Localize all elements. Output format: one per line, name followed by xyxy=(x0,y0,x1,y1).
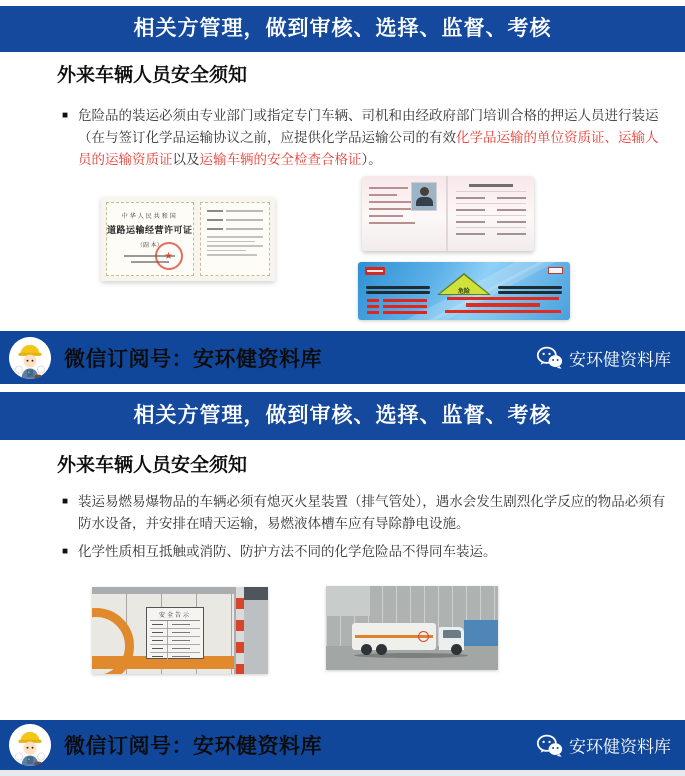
photo-shoulders xyxy=(416,197,433,206)
bullet-square-icon: ■ xyxy=(62,546,69,557)
truck-round-logo xyxy=(418,631,429,642)
booklet-text-bar xyxy=(369,208,412,210)
bullet-text-black-1: 危险品的装运必须由专业部门或指定专门车辆、司机和由经政府部门培训合格的押运人员进行装运（在与签订化学品运输协议之前，应提供化学品运输公司的有效 xyxy=(78,108,659,145)
truck-cab-window xyxy=(443,630,461,638)
slide2-section-title: 外来车辆人员安全须知 xyxy=(57,455,248,476)
booklet-text-bar xyxy=(369,194,397,196)
slide1-header-bar xyxy=(0,6,685,52)
booklet-grid-row xyxy=(456,203,526,211)
booklet-grid-row xyxy=(456,191,526,199)
permit-country-text: 中华人民共和国 xyxy=(121,214,178,220)
booklet-left-page xyxy=(362,176,448,251)
truck-wheel xyxy=(361,644,372,655)
truck-shadow xyxy=(354,653,468,658)
wechat-subscription-label: 微信订阅号：安环健资料库 xyxy=(64,347,322,371)
banner-spec-text-block xyxy=(367,296,427,314)
wechat-icon xyxy=(536,346,563,370)
sky-patch xyxy=(326,586,370,616)
bullet-square-icon: ■ xyxy=(62,110,69,121)
bullet-text-black-3: ）。 xyxy=(361,152,382,167)
truck-wheel xyxy=(376,644,387,655)
footer-brand xyxy=(536,733,671,758)
permit-title-text: 道路运输经营许可证 xyxy=(107,225,193,235)
truck-photo-background xyxy=(244,587,268,674)
permit-left-page xyxy=(106,202,194,276)
slide2-bullet-item-1 xyxy=(62,491,668,535)
bullet-text-red-2: 运输车辆的安全检查合格证 xyxy=(199,152,362,167)
wechat-subscription-label: 微信订阅号：安环健资料库 xyxy=(64,735,322,758)
bullet-square-icon: ■ xyxy=(62,496,69,507)
slide1-bullet-text xyxy=(78,105,668,171)
permit-form-paragraph xyxy=(207,236,263,256)
wechat-icon xyxy=(536,733,563,757)
slide1-section-title: 外来车辆人员安全须知 xyxy=(57,65,248,86)
permit-right-page xyxy=(200,202,270,276)
transport-personnel-certificate-photo xyxy=(362,176,534,251)
slide1-header-title: 相关方管理，做到审核、选择、监督、考核 xyxy=(133,17,552,40)
placard-row xyxy=(150,645,200,653)
truck-wheel xyxy=(451,644,462,655)
slide2-header-bar xyxy=(0,392,685,440)
truck-rear-panel xyxy=(92,594,234,674)
footer-brand xyxy=(536,345,671,370)
worker-cartoon-icon xyxy=(9,724,51,766)
safety-worker-avatar xyxy=(9,724,51,766)
bullet-text-black-2: 以及 xyxy=(172,152,200,167)
slide2-bullet-item-2 xyxy=(62,541,668,563)
slide2-footer-bar xyxy=(0,720,685,770)
slide1-bullet-list xyxy=(62,105,668,177)
slide2-bullet-text-1: 装运易燃易爆物品的车辆必须有熄灭火星装置（排气管处），遇水会发生剧烈化学反应的物品必须有防水设备，并安排在晴天运输，易燃液体槽车应有导除静电设施。 xyxy=(78,494,666,531)
booklet-right-page xyxy=(448,176,534,251)
safety-notice-placard xyxy=(146,607,204,659)
booklet-text-bar xyxy=(369,187,408,189)
permit-copy-label: （副 本） xyxy=(136,243,163,249)
booklet-header-bar xyxy=(469,184,512,187)
slide2-bullet-list xyxy=(62,491,668,569)
photo-head xyxy=(420,187,429,196)
driver-id-photo xyxy=(411,182,437,211)
footer-brand-label: 安环健资料库 xyxy=(569,350,671,369)
placard-row xyxy=(150,621,200,629)
placard-row xyxy=(150,629,200,637)
banner-reflective-strip xyxy=(366,291,430,294)
seal-star: ★ xyxy=(164,250,173,262)
permit-form-row xyxy=(207,210,263,212)
red-white-striped-pole xyxy=(236,587,244,674)
placard-title: 安全告示 xyxy=(150,610,200,621)
slide2-bullet-text-2: 化学性质相互抵触或消防、防护方法不同的化学危险品不得同车装运。 xyxy=(78,544,497,559)
banner-corner-tag xyxy=(548,267,563,274)
booklet-text-bar xyxy=(369,222,415,224)
placard-row xyxy=(150,653,200,660)
red-seal-icon xyxy=(155,242,183,270)
truck-rear-safety-notice-photo xyxy=(92,587,268,674)
banner-red-text-block xyxy=(445,294,561,314)
booklet-grid-row xyxy=(456,227,526,235)
bottom-gray-strip xyxy=(0,770,685,776)
slide1-footer-bar xyxy=(0,331,685,384)
safety-worker-avatar xyxy=(9,337,51,379)
booklet-grid-row xyxy=(456,215,526,223)
placard-row xyxy=(150,637,200,645)
road-transport-permit-photo xyxy=(101,197,275,281)
footer-brand-label: 安环健资料库 xyxy=(569,737,671,757)
tank-truck-parked-photo xyxy=(326,586,498,670)
banner-reflective-strip xyxy=(498,286,562,289)
slide2-header-title: 相关方管理，做到审核、选择、监督、考核 xyxy=(133,404,552,427)
permit-form-row xyxy=(207,219,263,221)
bullet-text-red-1: 化学品运输的单位资质证、运输人员的运输资质证 xyxy=(78,130,659,167)
danger-triangle-label: 危险 xyxy=(457,289,471,295)
worker-cartoon-icon xyxy=(9,337,51,379)
banner-brand-logo xyxy=(365,267,385,275)
vehicle-danger-sign-banner-photo xyxy=(358,262,570,320)
slide1-bullet-item xyxy=(62,105,668,171)
tank-truck xyxy=(352,616,474,658)
booklet-text-bar xyxy=(369,215,403,217)
permit-form-row xyxy=(207,228,263,230)
banner-reflective-strip xyxy=(366,286,430,289)
